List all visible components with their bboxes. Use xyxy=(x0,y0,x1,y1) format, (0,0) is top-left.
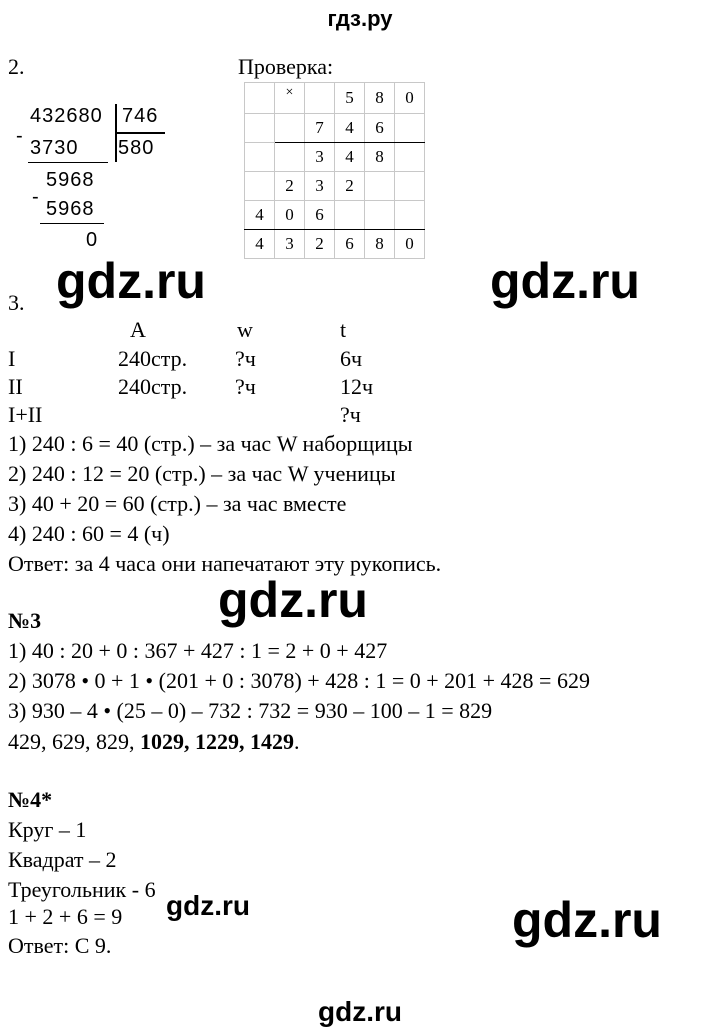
solution-step: 1) 240 : 6 = 40 (стр.) – за час W наборщицы xyxy=(8,431,413,456)
row-value-a: 240стр. xyxy=(118,374,188,399)
grid-cell: 8 xyxy=(365,230,395,259)
expression-line: 3) 930 – 4 • (25 – 0) – 732 : 732 = 930 – 100 – 1 = 829 xyxy=(8,698,493,723)
final-remainder: 0 xyxy=(86,229,99,251)
grid-cell xyxy=(275,114,305,143)
grid-cell: 6 xyxy=(335,230,365,259)
check-multiplication-table xyxy=(244,82,425,259)
grid-cell xyxy=(305,83,335,114)
solution-step: 4) 240 : 60 = 4 (ч) xyxy=(8,521,170,546)
grid-cell xyxy=(365,201,395,230)
answer-line: Квадрат – 2 xyxy=(8,847,117,872)
grid-row xyxy=(245,172,425,201)
minus-sign-2: - xyxy=(32,186,40,208)
grid-row xyxy=(245,143,425,172)
solution-step: 3) 40 + 20 = 60 (стр.) – за час вместе xyxy=(8,491,347,516)
dividend: 432680 xyxy=(30,105,103,127)
division-horizontal-bar xyxy=(115,132,165,134)
watermark: gdz.ru xyxy=(166,890,250,921)
subtraction-line-1 xyxy=(28,162,108,163)
row-label: I+II xyxy=(8,402,43,427)
grid-cell: 0 xyxy=(395,230,425,259)
grid-cell: 4 xyxy=(335,114,365,143)
answer-line: Треугольник - 6 xyxy=(8,877,156,902)
grid-cell: 8 xyxy=(365,83,395,114)
task3-answer: Ответ: за 4 часа они напечатают эту рукопись. xyxy=(8,551,442,576)
remainder-1: 5968 xyxy=(46,169,95,191)
answer-line: Круг – 1 xyxy=(8,817,87,842)
grid-cell: 0 xyxy=(395,83,425,114)
row-label: II xyxy=(8,374,23,399)
grid-cell: × xyxy=(275,83,305,114)
subtraction-line-2 xyxy=(40,223,104,224)
quotient: 580 xyxy=(118,137,155,159)
col-header-a: A xyxy=(130,317,146,342)
grid-cell: 3 xyxy=(275,230,305,259)
grid-cell: 4 xyxy=(335,143,365,172)
task3-number: 3. xyxy=(8,290,25,315)
answer-line: Ответ: С 9. xyxy=(8,933,112,958)
row-value-t: ?ч xyxy=(340,402,361,427)
section-heading-no4: №4* xyxy=(8,787,53,812)
grid-cell xyxy=(395,172,425,201)
grid-cell: 7 xyxy=(305,114,335,143)
grid-cell: 4 xyxy=(245,230,275,259)
grid-row xyxy=(245,201,425,230)
grid-cell: 2 xyxy=(305,230,335,259)
row-value-a: 240стр. xyxy=(118,346,188,371)
grid-cell: 6 xyxy=(305,201,335,230)
grid-cell: 3 xyxy=(305,172,335,201)
solution-step: 2) 240 : 12 = 20 (стр.) – за час W ученицы xyxy=(8,461,396,486)
divisor: 746 xyxy=(122,105,159,127)
row-label: I xyxy=(8,346,16,371)
grid-row xyxy=(245,83,425,114)
watermark: gdz.ru xyxy=(318,996,402,1027)
watermark: gdz.ru xyxy=(512,892,662,948)
grid-cell xyxy=(245,83,275,114)
grid-row xyxy=(245,114,425,143)
subtrahend-1: 3730 xyxy=(30,137,79,159)
task2-number: 2. xyxy=(8,54,25,79)
section-heading-no3: №3 xyxy=(8,608,42,633)
watermark: gdz.ru xyxy=(56,253,206,309)
grid-cell xyxy=(245,172,275,201)
grid-cell xyxy=(335,201,365,230)
grid-cell: 5 xyxy=(335,83,365,114)
expression-line: 2) 3078 • 0 + 1 • (201 + 0 : 3078) + 428 : 1 = 0 + 201 + 428 = 629 xyxy=(8,668,590,693)
grid-cell: 2 xyxy=(335,172,365,201)
watermark: gdz.ru xyxy=(218,572,368,628)
row-value-w: ?ч xyxy=(235,346,256,371)
grid-cell: 3 xyxy=(305,143,335,172)
grid-cell: 8 xyxy=(365,143,395,172)
grid-cell: 6 xyxy=(365,114,395,143)
grid-cell xyxy=(245,114,275,143)
col-header-t: t xyxy=(340,317,347,342)
grid-cell xyxy=(275,143,305,172)
subtrahend-2: 5968 xyxy=(46,198,95,220)
sequence-bold: 1029, 1229, 1429 xyxy=(140,729,294,754)
col-header-w: w xyxy=(237,317,253,342)
minus-sign-1: - xyxy=(16,125,24,147)
row-value-t: 6ч xyxy=(340,346,363,371)
grid-cell xyxy=(395,114,425,143)
grid-cell xyxy=(365,172,395,201)
grid-cell: 4 xyxy=(245,201,275,230)
site-header: гдз.ру xyxy=(327,6,393,31)
grid-row xyxy=(245,230,425,259)
expression-line: 1) 40 : 20 + 0 : 367 + 427 : 1 = 2 + 0 + 427 xyxy=(8,638,388,663)
row-value-w: ?ч xyxy=(235,374,256,399)
answer-line: 1 + 2 + 6 = 9 xyxy=(8,904,123,929)
grid-cell xyxy=(395,143,425,172)
grid-cell: 0 xyxy=(275,201,305,230)
sequence-plain: 429, 629, 829, xyxy=(8,729,140,754)
row-value-t: 12ч xyxy=(340,374,374,399)
watermark: gdz.ru xyxy=(490,253,640,309)
check-label: Проверка: xyxy=(238,54,334,79)
sequence-end: . xyxy=(294,729,300,754)
grid-cell xyxy=(395,201,425,230)
grid-cell: 2 xyxy=(275,172,305,201)
number-sequence xyxy=(8,731,300,753)
grid-cell xyxy=(245,143,275,172)
